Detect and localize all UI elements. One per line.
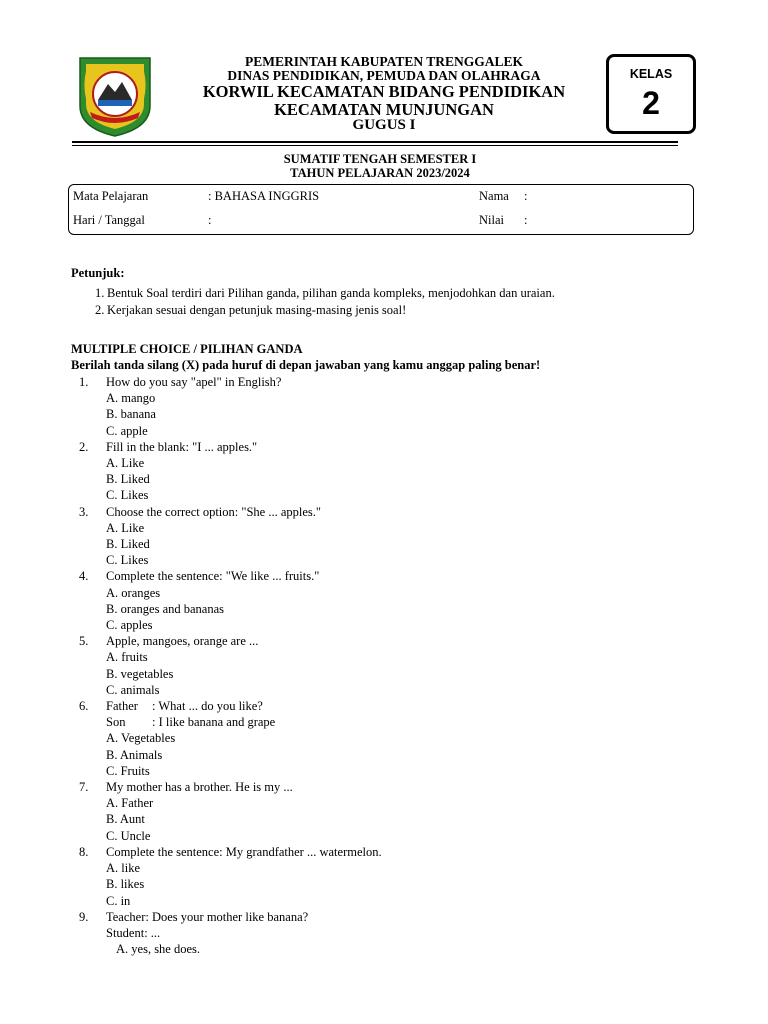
option-1b[interactable]: B. banana: [106, 407, 156, 422]
question-8: 8. Complete the sentence: My grandfather ... watermelon.: [79, 844, 382, 859]
option-4a[interactable]: A. oranges: [106, 585, 161, 600]
question-6: 6. Father : What ... do you like?: [79, 699, 263, 714]
letterhead: [160, 55, 608, 134]
instructions-list: [71, 285, 711, 319]
header-rule-thick: [72, 141, 678, 143]
exam-title-line-2: TAHUN PELAJARAN 2023/2024: [290, 166, 470, 181]
header-line-1: PEMERINTAH KABUPATEN TRENGGALEK: [244, 54, 524, 69]
question-7: 7. My mother has a brother. He is my ...: [79, 780, 293, 795]
header-rule-thin: [72, 145, 678, 146]
date-label: Hari / Tanggal: [73, 213, 145, 227]
header-line-5: GUGUS I: [352, 116, 416, 133]
option-6c[interactable]: C. Fruits: [106, 763, 150, 778]
exam-content: [71, 266, 711, 957]
instruction-item: 2. Kerjakan sesuai dengan petunjuk masing-masing jenis soal!: [95, 303, 407, 317]
section-heading: MULTIPLE CHOICE / PILIHAN GANDA: [71, 342, 303, 356]
subject-label: Mata Pelajaran: [73, 189, 149, 203]
question-1: 1. How do you say "apel" in English?: [79, 375, 282, 389]
option-8c[interactable]: C. in: [106, 893, 131, 908]
date-field[interactable]: :: [208, 213, 212, 227]
option-6a[interactable]: A. Vegetables: [106, 731, 176, 746]
option-1c[interactable]: C. apple: [106, 423, 148, 438]
option-3c[interactable]: C. Likes: [106, 553, 149, 568]
class-box: [606, 54, 696, 134]
question-5: 5. Apple, mangoes, orange are ...: [79, 634, 259, 649]
student-info-box: [68, 184, 694, 235]
option-8b[interactable]: B. likes: [106, 877, 145, 892]
trenggalek-emblem-logo: [74, 54, 156, 138]
class-label: KELAS: [629, 67, 673, 81]
question-6-line-2: Son : I like banana and grape: [106, 715, 276, 730]
option-7b[interactable]: B. Aunt: [106, 812, 145, 827]
header-line-3: KORWIL KECAMATAN BIDANG PENDIDIKAN: [202, 82, 566, 102]
option-2c[interactable]: C. Likes: [106, 488, 149, 503]
exam-title-line-1: SUMATIF TENGAH SEMESTER I: [283, 152, 477, 166]
option-5a[interactable]: A. fruits: [106, 650, 148, 665]
option-7a[interactable]: A. Father: [106, 796, 154, 811]
option-9a[interactable]: A. yes, she does.: [116, 942, 201, 957]
option-5b[interactable]: B. vegetables: [106, 666, 174, 681]
class-number: 2: [642, 85, 660, 121]
header-line-4: KECAMATAN MUNJUNGAN: [274, 99, 494, 119]
option-2a[interactable]: A. Like: [106, 456, 145, 471]
question-3: 3. Choose the correct option: "She ... apples.": [79, 504, 322, 519]
name-label: Nama: [479, 189, 509, 203]
subject-value: : BAHASA INGGRIS: [208, 189, 320, 203]
instructions-heading: Petunjuk:: [71, 266, 125, 280]
option-4b[interactable]: B. oranges and bananas: [106, 601, 225, 616]
question-4: 4. Complete the sentence: "We like ... fruits.": [79, 569, 320, 584]
question-2: 2. Fill in the blank: "I ... apples.": [79, 439, 258, 454]
question-9-line-2: Student: ...: [106, 925, 161, 940]
section-instruction: Berilah tanda silang (X) pada huruf di depan jawaban yang kamu anggap paling benar!: [71, 358, 541, 372]
option-6b[interactable]: B. Animals: [106, 747, 163, 762]
option-8a[interactable]: A. like: [106, 861, 141, 876]
score-field[interactable]: :: [524, 213, 528, 227]
option-5c[interactable]: C. animals: [106, 682, 160, 697]
option-1a[interactable]: A. mango: [106, 391, 156, 406]
option-3b[interactable]: B. Liked: [106, 537, 150, 552]
option-4c[interactable]: C. apples: [106, 618, 153, 633]
option-3a[interactable]: A. Like: [106, 520, 145, 535]
exam-title: [70, 152, 690, 181]
score-label: Nilai: [479, 213, 504, 227]
instruction-item: 1. Bentuk Soal terdiri dari Pilihan ganda, pilihan ganda kompleks, menjodohkan dan uraian.: [95, 286, 555, 300]
option-7c[interactable]: C. Uncle: [106, 828, 151, 843]
option-2b[interactable]: B. Liked: [106, 472, 150, 487]
header-line-2: DINAS PENDIDIKAN, PEMUDA DAN OLAHRAGA: [227, 68, 541, 84]
question-9: 9. Teacher: Does your mother like banana?: [79, 909, 309, 924]
name-field[interactable]: :: [524, 189, 528, 203]
